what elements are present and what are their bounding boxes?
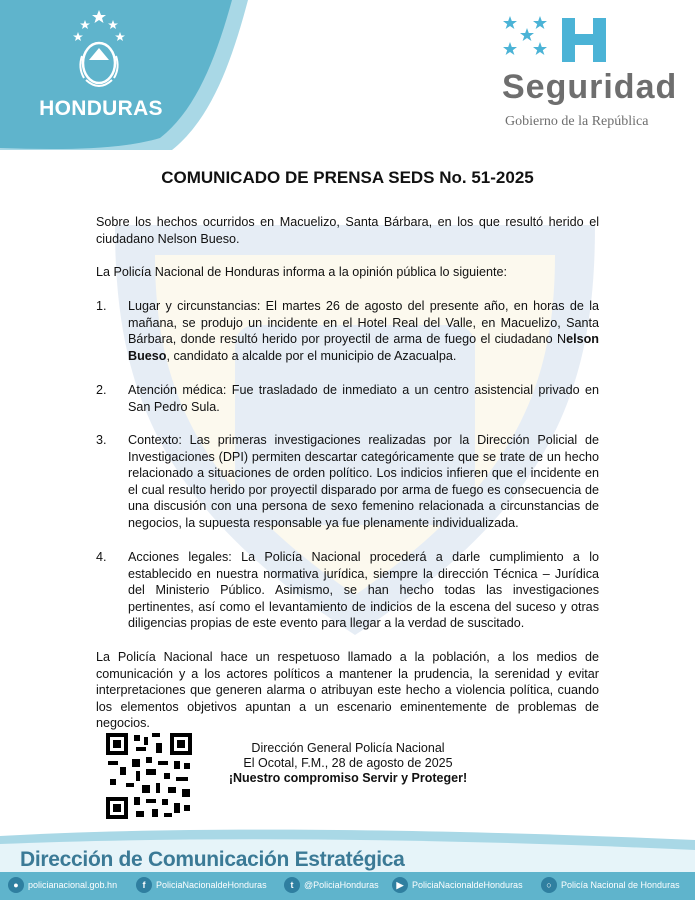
- item-number: 3.: [96, 433, 107, 447]
- item-number: 1.: [96, 299, 107, 313]
- brand-subtitle: Gobierno de la República: [505, 114, 649, 129]
- footer-link-website[interactable]: ● policianacional.gob.hn: [8, 876, 117, 894]
- brand-word: Seguridad: [502, 68, 678, 106]
- facebook-icon: f: [136, 877, 152, 893]
- footer-link-instagram[interactable]: ○ Policía Nacional de Honduras: [541, 876, 680, 894]
- item-text: Acciones legales: La Policía Nacional procederá a darle cumplimiento a lo establecido en nuestra normativa jurídica, siempre la dirección Técnica – Jurídica del Ministerio Público. Asimismo, se han hecho todas las investigaciones pertinentes, así como el levantamiento de indicios de la escena del suceso y otras diligencias propias de este evento para llegar a la verdad de suscitado.: [128, 550, 599, 630]
- instagram-icon: ○: [541, 877, 557, 893]
- intro-paragraph: Sobre los hechos ocurridos en Macuelizo, Santa Bárbara, en los que resultó herido el ciudadano Nelson Bueso.: [96, 215, 599, 246]
- lead-paragraph: La Policía Nacional de Honduras informa a la opinión pública lo siguiente:: [96, 265, 507, 279]
- honduras-emblem-icon: [64, 8, 134, 98]
- signature-block: [224, 741, 472, 786]
- closing-paragraph: La Policía Nacional hace un respetuoso llamado a la población, a los medios de comunicación y a los actores políticos a mantener la prudencia, la serenidad y evitar interpretaciones que generen alarma o atribuyan este hecho a violencia política, cuando los elementos objetivos apuntan a un escenario eminentemente de problemas de negocios.: [96, 650, 599, 730]
- item-text: Lugar y circunstancias: El martes 26 de agosto del presente año, en horas de la mañana, se produjo un incidente en el Hotel Real del Valle, en Macuelizo, Santa Bárbara, donde resultó herido por proyectil de arma de fuego el ciudadano Nelson Bueso, candidato a alcalde por el municipio de Azacualpa.: [128, 299, 599, 363]
- item-number: 2.: [96, 383, 107, 397]
- item-text: Atención médica: Fue trasladado de inmediato a un centro asistencial privado en San Pedro Sula.: [128, 383, 599, 414]
- twitter-icon: t: [284, 877, 300, 893]
- page-title: COMUNICADO DE PRENSA SEDS No. 51-2025: [161, 168, 534, 187]
- signature-date: El Ocotal, F.M., 28 de agosto de 2025: [243, 756, 453, 770]
- signature-motto: ¡Nuestro compromiso Servir y Proteger!: [228, 771, 468, 785]
- country-label: HONDURAS: [39, 97, 163, 120]
- footer-link-facebook[interactable]: f PoliciaNacionaldeHonduras: [136, 876, 267, 894]
- qr-code-icon: [106, 733, 192, 819]
- footer-link-youtube[interactable]: ▶ PoliciaNacionaldeHonduras: [392, 876, 523, 894]
- item-text: Contexto: Las primeras investigaciones realizadas por la Dirección Policial de Investigaciones (DPI) permiten descartar categóricamente que se trate de un hecho relacionado a situaciones de orden político. Los indicios infieren que el incidente en el cual resulto herido por proyectil disparado por arma de fuego es consecuencia de una discusión con una persona de sexo femenino relacionada a circunstancias de negocios, la supuesta responsable ya fue plenamente individualizada.: [128, 433, 599, 530]
- item-number: 4.: [96, 550, 107, 564]
- footer-title: Dirección de Comunicación Estratégica: [20, 848, 405, 871]
- youtube-icon: ▶: [392, 877, 408, 893]
- footer-link-twitter[interactable]: t @PoliciaHonduras: [284, 876, 379, 894]
- signature-line: Dirección General Policía Nacional: [251, 741, 445, 755]
- globe-icon: ●: [8, 877, 24, 893]
- footer-links: [0, 872, 695, 900]
